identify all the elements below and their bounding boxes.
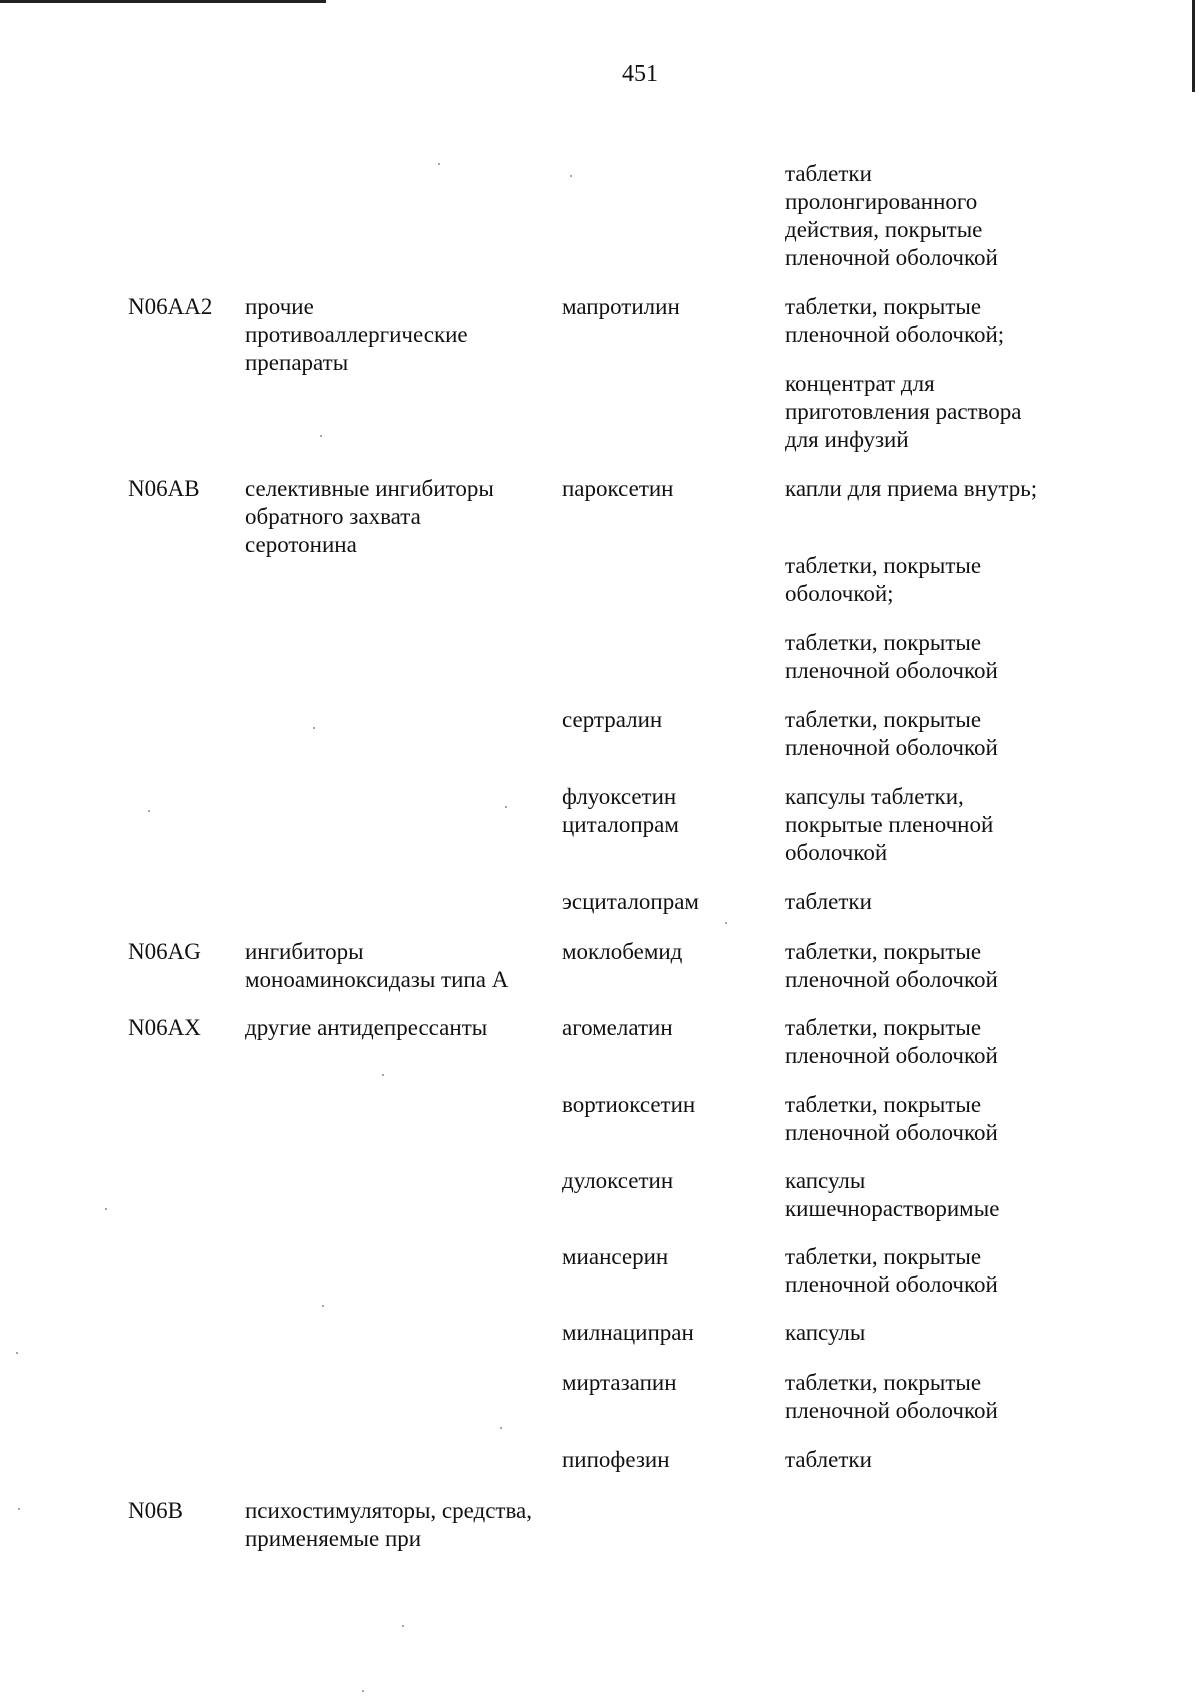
scan-speck — [16, 1352, 18, 1354]
dosage-form: концентрат для приготовления раствора для инфузий — [785, 371, 1022, 452]
atc-code: N06B — [128, 1498, 183, 1523]
dosage-form: таблетки, покрытые пленочной оболочкой — [785, 630, 998, 683]
scan-speck — [500, 1427, 502, 1429]
scan-speck — [382, 1074, 384, 1076]
dosage-form: капли для приема внутрь; — [785, 476, 1038, 501]
dosage-form: таблетки, покрытые пленочной оболочкой — [785, 707, 998, 760]
scan-speck — [438, 163, 440, 165]
page-number: 451 — [622, 61, 658, 87]
dosage-form: таблетки — [785, 889, 872, 914]
drug-name: эсциталопрам — [562, 889, 699, 914]
drug-name: сертралин — [562, 707, 663, 732]
drug-name: флуоксетин циталопрам — [562, 784, 679, 837]
drug-name: пароксетин — [562, 476, 674, 501]
dosage-form: таблетки, покрытые пленочной оболочкой; — [785, 294, 1005, 347]
dosage-form: таблетки — [785, 1447, 872, 1472]
dosage-form: таблетки, покрытые пленочной оболочкой — [785, 1244, 998, 1297]
scan-speck — [505, 806, 507, 808]
atc-group-name: ингибиторы моноаминоксидазы типа А — [245, 939, 509, 992]
atc-group-name: селективные ингибиторы обратного захвата серотонина — [245, 476, 494, 557]
dosage-form: капсулы кишечнорастворимые — [785, 1168, 1000, 1221]
dosage-form: капсулы таблетки, покрытые пленочной оболочкой — [785, 784, 994, 865]
scan-speck — [402, 1625, 404, 1627]
dosage-form: таблетки пролонгированного действия, покрытые пленочной оболочкой — [785, 161, 998, 270]
drug-name: пипофезин — [562, 1447, 670, 1472]
drug-name: миртазапин — [562, 1370, 677, 1395]
scan-speck — [18, 1508, 20, 1510]
atc-group-name: психостимуляторы, средства, применяемые при — [245, 1498, 532, 1551]
dosage-form: таблетки, покрытые пленочной оболочкой — [785, 1092, 998, 1145]
scan-edge-line-top — [0, 0, 326, 3]
atc-code: N06AX — [128, 1015, 201, 1040]
scan-speck — [570, 175, 572, 177]
dosage-form: капсулы — [785, 1320, 866, 1345]
dosage-form: таблетки, покрытые пленочной оболочкой — [785, 1370, 998, 1423]
dosage-form: таблетки, покрытые пленочной оболочкой — [785, 939, 998, 992]
dosage-form: таблетки, покрытые пленочной оболочкой — [785, 1015, 998, 1068]
scan-speck — [320, 435, 322, 437]
atc-group-name: прочие противоаллергические препараты — [245, 294, 468, 375]
atc-code: N06AG — [128, 939, 201, 964]
scan-speck — [362, 1690, 364, 1692]
scan-speck — [313, 727, 315, 729]
drug-name: милнаципран — [562, 1320, 694, 1345]
drug-name: мапротилин — [562, 294, 680, 319]
scan-speck — [148, 810, 150, 812]
dosage-form: таблетки, покрытые оболочкой; — [785, 553, 982, 606]
drug-name: агомелатин — [562, 1015, 673, 1040]
scan-speck — [725, 922, 727, 924]
drug-name: миансерин — [562, 1244, 669, 1269]
atc-code: N06AB — [128, 476, 200, 501]
drug-name: дулоксетин — [562, 1168, 674, 1193]
drug-name: моклобемид — [562, 939, 683, 964]
atc-group-name: другие антидепрессанты — [245, 1015, 488, 1040]
drug-name: вортиоксетин — [562, 1092, 696, 1117]
scan-speck — [105, 1208, 107, 1210]
atc-code: N06AA2 — [128, 294, 213, 319]
scan-speck — [322, 1305, 324, 1307]
